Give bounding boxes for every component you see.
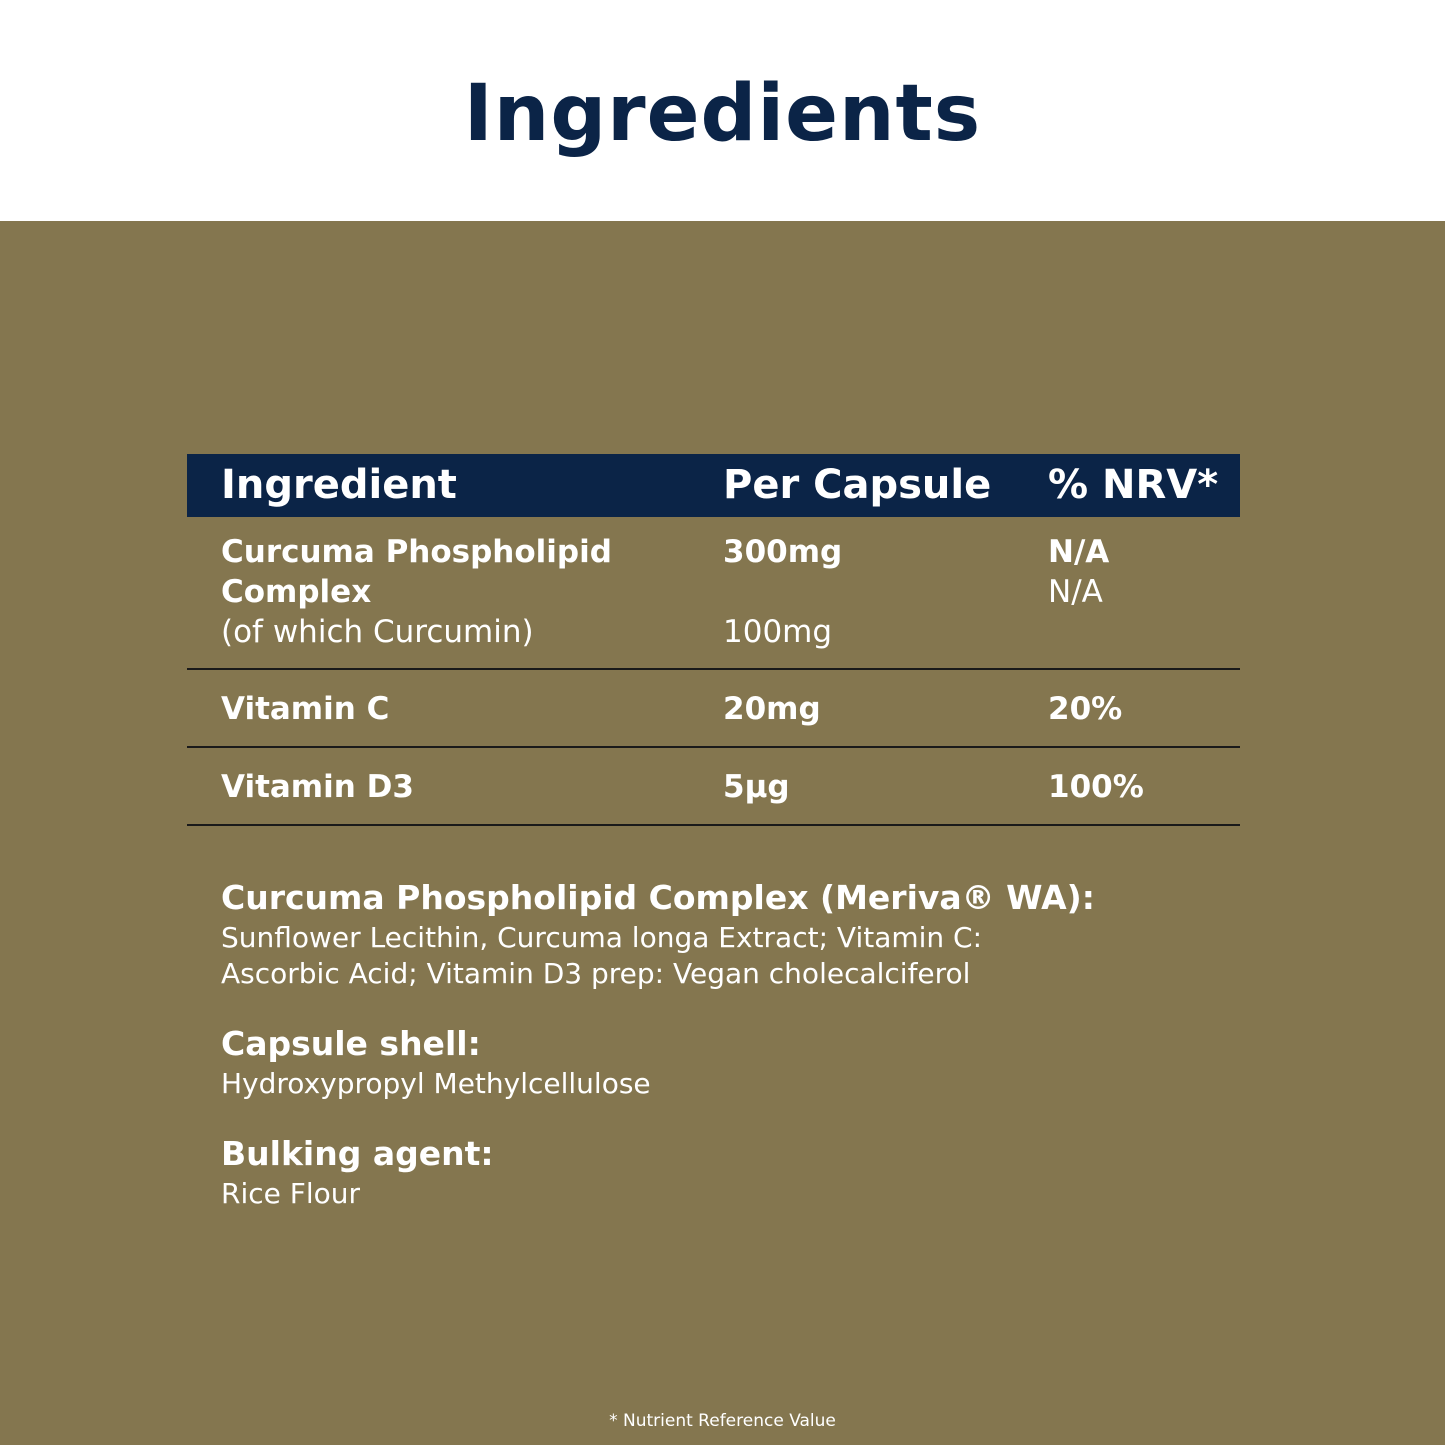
table-row — [187, 670, 1240, 748]
table-row — [187, 748, 1240, 826]
header-per-capsule: Per Capsule — [723, 462, 992, 508]
table-row — [187, 517, 1240, 670]
nrv-value: 20% — [1048, 691, 1123, 727]
ingredient-name: Vitamin C — [221, 691, 390, 727]
sub-per-capsule-value: 100mg — [723, 614, 833, 650]
note-text: Hydroxypropyl Methylcellulose — [221, 1067, 651, 1100]
note-meriva — [221, 876, 1321, 992]
per-capsule-value: 300mg — [723, 534, 843, 570]
sub-nrv-value: N/A — [1048, 574, 1103, 610]
ingredient-name-cont: Complex — [221, 574, 372, 610]
ingredient-name: Curcuma Phospholipid — [221, 534, 612, 570]
ingredient-name: Vitamin D3 — [221, 769, 414, 805]
nrv-value: 100% — [1048, 769, 1144, 805]
note-text: Sunflower Lecithin, Curcuma longa Extract; Vitamin C: Ascorbic Acid; Vitamin D3 prep: Vegan cholecalciferol — [221, 921, 983, 990]
note-bulking-agent — [221, 1132, 1321, 1212]
table-header — [187, 454, 1240, 517]
header-nrv: % NRV* — [1048, 462, 1219, 508]
per-capsule-value: 5µg — [723, 769, 790, 805]
sub-ingredient-name: (of which Curcumin) — [221, 614, 534, 650]
note-capsule-shell — [221, 1022, 1321, 1102]
page-title: Ingredients — [463, 69, 982, 159]
ingredient-notes — [221, 876, 1321, 1242]
note-text: Rice Flour — [221, 1177, 361, 1210]
note-title: Curcuma Phospholipid Complex (Meriva® WA): — [221, 878, 1095, 917]
nrv-value: N/A — [1048, 534, 1110, 570]
per-capsule-value: 20mg — [723, 691, 821, 727]
note-title: Capsule shell: — [221, 1024, 481, 1063]
ingredients-table — [187, 454, 1240, 826]
header-ingredient: Ingredient — [221, 462, 457, 508]
header — [0, 0, 1445, 221]
footnote: * Nutrient Reference Value — [609, 1411, 836, 1431]
note-title: Bulking agent: — [221, 1134, 494, 1173]
